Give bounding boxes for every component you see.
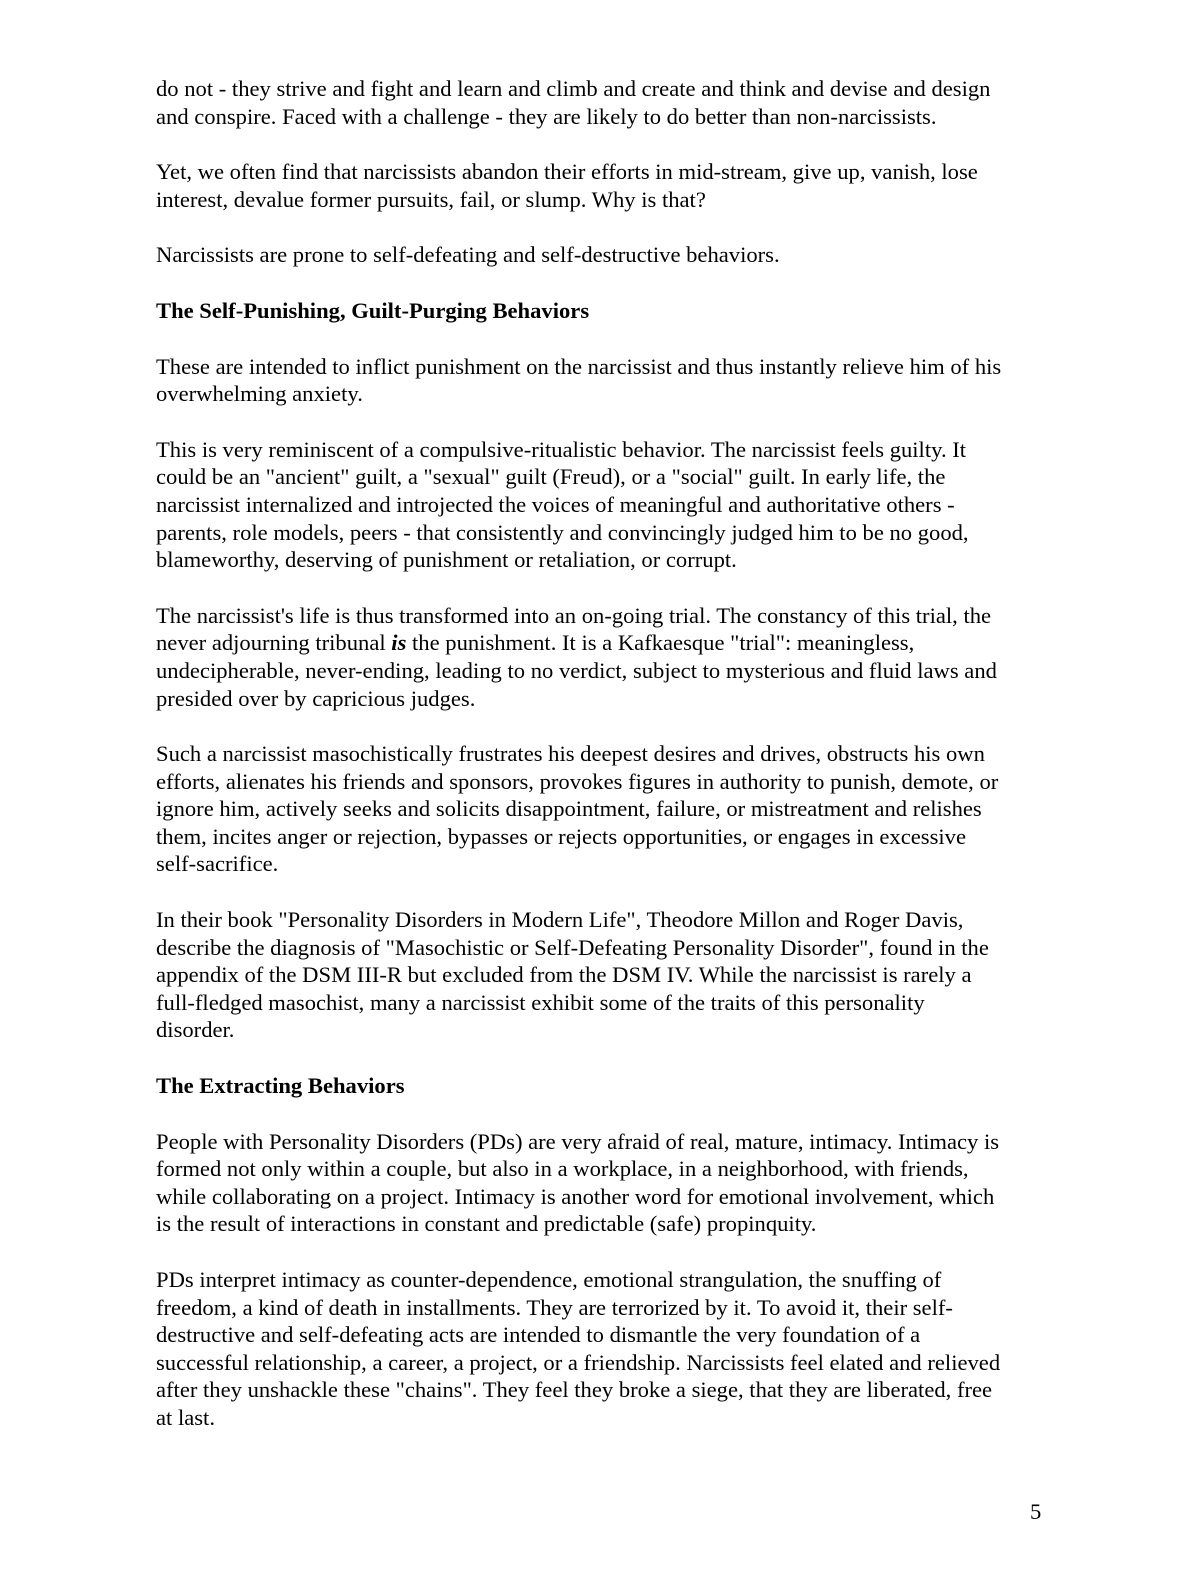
page-number: 5: [1030, 1499, 1042, 1524]
paragraph: Yet, we often find that narcissists abandon their efforts in mid-stream, give up, vanish, lose interest, devalue former pursuits, fail, or slump. Why is that?: [156, 159, 978, 212]
paragraph: Such a narcissist masochistically frustrates his deepest desires and drives, obstructs his own efforts, alienates his friends and sponsors, provokes figures in authority to punish, demote, or ignore him, actively seeks and solicits disappointment, failure, or mistreatment and relishes them, incites anger or rejection, bypasses or rejects opportunities, or engages in excessive self-sacrifice.: [156, 741, 999, 877]
emphasized-word: is: [391, 630, 407, 656]
paragraph-text: the punishment. It is a Kafkaesque "trial": meaningless, undecipherable, never-ending, leading to no verdict, subject to mysterious and fluid laws and presided over by capricious judges.: [156, 630, 997, 711]
paragraph: People with Personality Disorders (PDs) are very afraid of real, mature, intimacy. Intimacy is formed not only within a couple, but also in a workplace, in a neighborhood, with friends, while collaborating on a project. Intimacy is another word for emotional involvement, which is the result of interactions in constant and predictable (safe) propinquity.: [156, 1128, 1000, 1237]
paragraph: Narcissists are prone to self-defeating and self-destructive behaviors.: [156, 242, 780, 268]
paragraph: These are intended to inflict punishment on the narcissist and thus instantly relieve him of his overwhelming anxiety.: [156, 353, 1002, 407]
trial-paragraph: [156, 602, 1081, 712]
paragraph: In their book "Personality Disorders in Modern Life", Theodore Millon and Roger Davis, describe the diagnosis of "Masochistic or Self-Defeating Personality Disorder", found in the appendix of the DSM III-R but excluded from the DSM IV. While the narcissist is rarely a full-fledged masochist, many a narcissist exhibit some of the traits of this personality disorder.: [156, 907, 989, 1043]
paragraph: PDs interpret intimacy as counter-dependence, emotional strangulation, the snuffing of freedom, a kind of death in installments. They are terrorized by it. To avoid it, their self- destructive and self-defeating acts are intended to dismantle the very foundation of a successful relationship, a career, a project, or a friendship. Narcissists feel elated and relieved after they unshackle these "chains". They feel they broke a siege, that they are liberated, free at last.: [156, 1267, 1001, 1430]
paragraph: This is very reminiscent of a compulsive-ritualistic behavior. The narcissist feels guilty. It could be an "ancient" guilt, a "sexual" guilt (Freud), or a "social" guilt. In early life, the narcissist internalized and introjected the voices of meaningful and authoritative others - parents, role models, peers - that consistently and convincingly judged him to be no good, blameworthy, deserving of punishment or retaliation, or corrupt.: [156, 436, 969, 573]
body-text: [156, 75, 1081, 1460]
paragraph: do not - they strive and fight and learn and climb and create and think and devise and design and conspire. Faced with a challenge - they are likely to do better than non-narcissists.: [156, 76, 991, 129]
paragraph-text: The narcissist's life is thus transformed into an on-going trial. The constancy of this trial, the never adjourning tribunal: [156, 602, 992, 656]
section-heading: The Self-Punishing, Guilt-Purging Behaviors: [156, 297, 590, 323]
section-heading: The Extracting Behaviors: [156, 1073, 405, 1099]
